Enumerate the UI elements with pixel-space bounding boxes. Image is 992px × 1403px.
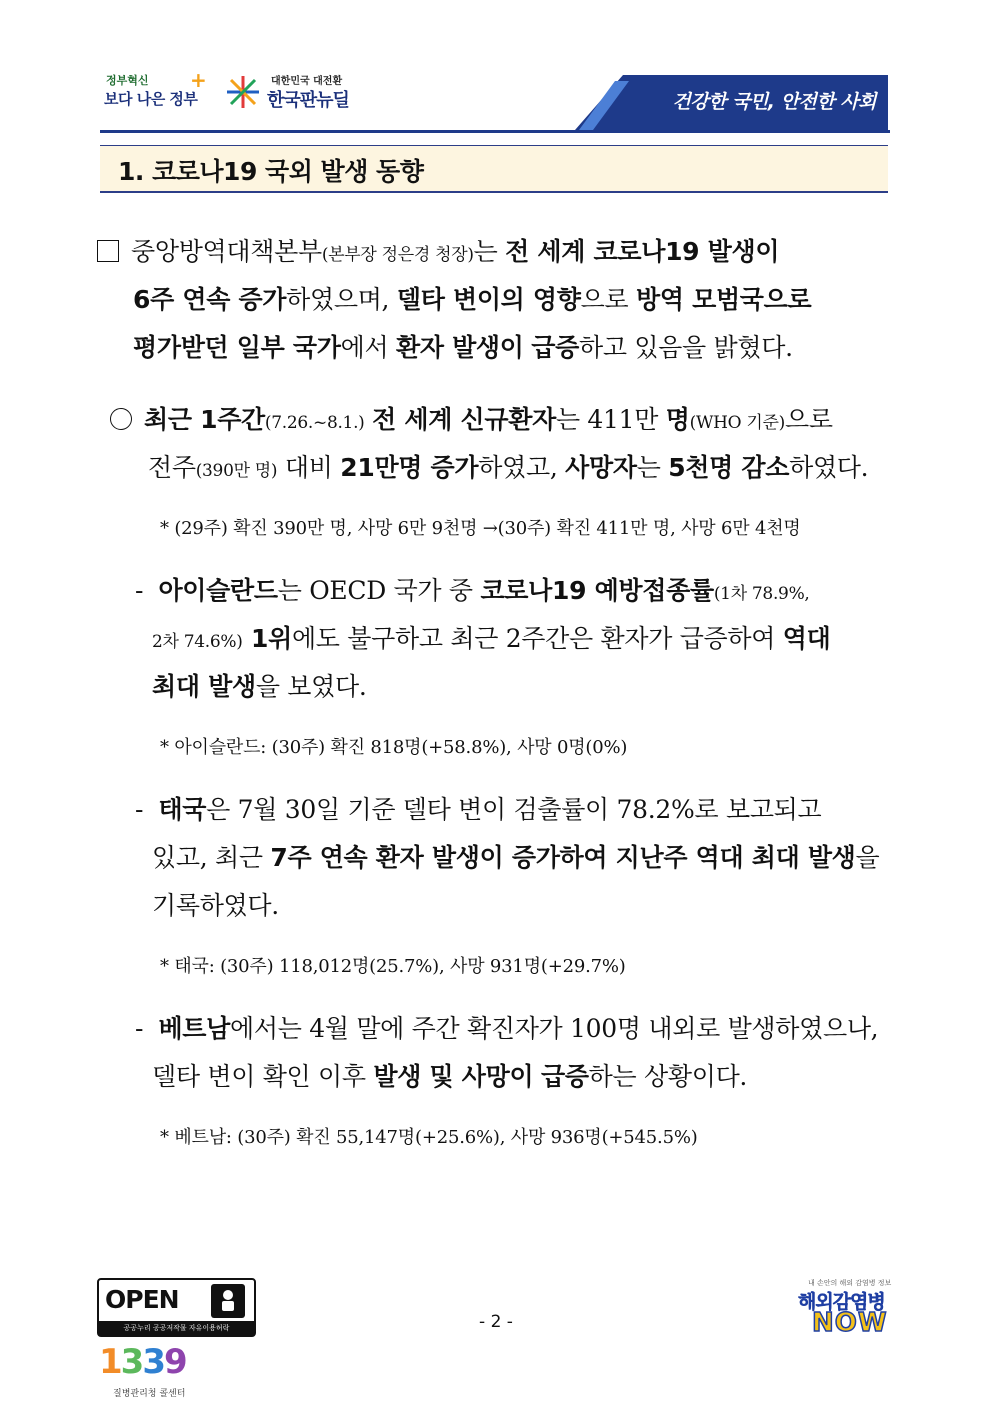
korean-new-deal-logo bbox=[225, 70, 365, 118]
para3-line2: 2차 74.6%) 1위에도 불구하고 최근 2주간은 환자가 급증하여 역대 bbox=[152, 624, 831, 653]
note-iceland: * 아이슬란드: (30주) 확진 818명(+58.8%), 사망 0명(0%) bbox=[160, 737, 628, 758]
gov-logo-line1: 정부혁신 bbox=[106, 74, 149, 87]
now-logo-small-text: 내 손안의 해외 감염병 정보 bbox=[808, 1279, 892, 1287]
new-deal-small-text: 대한민국 대전환 bbox=[271, 76, 343, 87]
open-logo-text: OPEN bbox=[105, 1285, 179, 1314]
para3-line3: 최대 발생을 보였다. bbox=[152, 672, 367, 701]
section-title-box bbox=[100, 145, 888, 193]
note-vietnam: * 베트남: (30주) 확진 55,147명(+25.6%), 사망 936명(+545.5%) bbox=[160, 1127, 698, 1148]
now-logo-line2: NOW bbox=[812, 1308, 888, 1338]
para1-line1: 중앙방역대책본부(본부장 정은경 청장)는 전 세계 코로나19 발생이 bbox=[97, 228, 779, 279]
circle-bullet-icon bbox=[110, 408, 132, 430]
new-deal-main-text: 한국판뉴딜 bbox=[267, 90, 349, 111]
para5-line2: 델타 변이 확인 이후 발생 및 사망이 급증하는 상황이다. bbox=[152, 1062, 748, 1091]
para2-line2: 전주(390만 명) 대비 21만명 증가하였고, 사망자는 5천명 감소하였다. bbox=[148, 453, 869, 482]
callcenter-number: 1339 bbox=[99, 1342, 186, 1382]
para2-line1: 최근 1주간(7.26.~8.1.) 전 세계 신규환자는 411만 명(WHO 기준)으로 bbox=[110, 396, 833, 447]
callcenter-1339-logo bbox=[97, 1342, 207, 1402]
page-number: - 2 - bbox=[479, 1312, 513, 1332]
para4-line1: - 태국은 7월 30일 기준 델타 변이 검출률이 78.2%로 보고되고 bbox=[135, 795, 822, 824]
slogan-text: 건강한 국민, 안전한 사회 bbox=[672, 91, 876, 113]
para5-line1: - 베트남에서는 4월 말에 주간 확진자가 100명 내외로 발생하였으나, bbox=[135, 1014, 879, 1043]
overseas-infection-now-logo bbox=[798, 1278, 906, 1340]
new-deal-symbol-icon bbox=[225, 74, 261, 110]
gov-innovation-logo bbox=[100, 66, 210, 118]
para3-line1: - 아이슬란드는 OECD 국가 중 코로나19 예방접종률(1차 78.9%, bbox=[135, 576, 810, 605]
para1-line3: 평가받던 일부 국가에서 환자 발생이 급증하고 있음을 밝혔다. bbox=[133, 333, 793, 362]
now-logo-line1: 해외감염병 bbox=[798, 1291, 885, 1313]
header-divider bbox=[100, 130, 890, 133]
plus-icon: + bbox=[190, 68, 207, 92]
square-bullet-icon bbox=[97, 240, 119, 262]
callcenter-caption: 질병관리청 콜센터 bbox=[113, 1389, 186, 1399]
section-title: 1. 코로나19 국외 발생 동향 bbox=[118, 157, 424, 186]
para4-line3: 기록하였다. bbox=[152, 891, 279, 920]
para1-line2: 6주 연속 증가하였으며, 델타 변이의 영향으로 방역 모범국으로 bbox=[133, 285, 812, 314]
para4-line2: 있고, 최근 7주 연속 환자 발생이 증가하여 지난주 역대 최대 발생을 bbox=[152, 843, 880, 872]
note-weekly-global: * (29주) 확진 390만 명, 사망 6만 9천명 →(30주) 확진 411만 명, 사망 6만 4천명 bbox=[160, 518, 801, 539]
slogan-banner bbox=[575, 75, 888, 130]
open-logo-caption: 공공누리 공공저작물 자유이용허락 bbox=[99, 1321, 254, 1335]
note-thailand: * 태국: (30주) 118,012명(25.7%), 사망 931명(+29.7%) bbox=[160, 956, 626, 977]
gov-logo-line2: 보다 나은 정부 bbox=[104, 90, 198, 108]
